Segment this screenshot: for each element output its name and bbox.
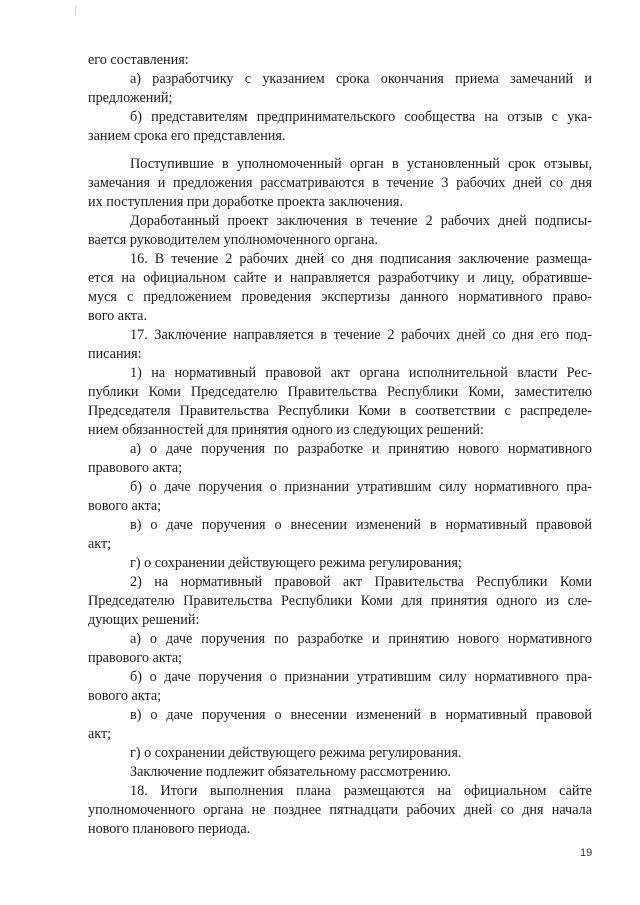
text-line: Доработанный проект заключения в течение 2 рабочих дней подписы- — [130, 213, 592, 229]
text-line: б) о даче поручения о признании утратившим силу нормативного пра- — [130, 669, 592, 685]
scan-artifact — [75, 6, 76, 16]
text-line: акт; — [88, 726, 112, 742]
text-line: акт; — [88, 536, 112, 552]
text-line: 1) на нормативный правовой акт органа исполнительной власти Рес- — [130, 365, 592, 381]
text-line: 2) на нормативный правовой акт Правительства Республики Коми — [130, 574, 592, 590]
text-line: правового акта; — [88, 460, 183, 476]
text-line: Поступившие в уполномоченный орган в установленный срок отзывы, — [130, 156, 592, 172]
text-line: их поступления при доработке проекта заключения. — [88, 194, 403, 210]
text-line: публики Коми Председателю Правительства Республики Коми, заместителю — [88, 384, 592, 400]
text-line: нового планового периода. — [88, 821, 251, 837]
text-line: Заключение подлежит обязательному рассмотрению. — [130, 764, 451, 780]
text-line: Председателю Правительства Республики Коми для принятия одного из сле- — [88, 593, 592, 609]
text-line: в) о даче поручения о внесении изменений в нормативный правовой — [130, 517, 592, 533]
document-body — [88, 51, 592, 839]
text-line: 17. Заключение направляется в течение 2 рабочих дней со дня его под- — [130, 327, 592, 343]
text-line: вового акта; — [88, 688, 162, 704]
text-line: муся с предложением проведения экспертизы данного нормативного право- — [88, 289, 592, 305]
text-line: в) о даче поручения о внесении изменений в нормативный правовой — [130, 707, 592, 723]
text-line: а) о даче поручения по разработке и принятию нового нормативного — [130, 631, 592, 647]
text-line: вого акта. — [88, 308, 148, 324]
text-line: г) о сохранении действующего режима регулирования. — [130, 745, 462, 761]
text-line: замечания и предложения рассматриваются в течение 3 рабочих дней со дня — [88, 175, 592, 191]
text-line: дующих решений: — [88, 612, 200, 628]
paragraph-gap — [88, 146, 592, 155]
text-line: занием срока его представления. — [88, 128, 286, 144]
text-line: а) о даче поручения по разработке и принятию нового нормативного — [130, 441, 592, 457]
page-number: 19 — [580, 847, 593, 859]
text-line: правового акта; — [88, 650, 183, 666]
text-line: нием обязанностей для принятия одного из следующих решений: — [88, 422, 484, 438]
text-line: б) представителям предпринимательского сообщества на отзыв с ука- — [130, 109, 592, 125]
text-line: а) разработчику с указанием срока окончания приема замечаний и — [130, 71, 592, 87]
text-line: 18. Итоги выполнения плана размещаются на официальном сайте — [130, 783, 592, 799]
text-line: г) о сохранении действующего режима регулирования; — [130, 555, 462, 571]
text-line: его составления: — [88, 52, 189, 68]
text-line: предложений; — [88, 90, 173, 106]
text-line: вового акта; — [88, 498, 162, 514]
text-line: б) о даче поручения о признании утратившим силу нормативного пра- — [130, 479, 592, 495]
text-line: писания: — [88, 346, 142, 362]
text-line: вается руководителем уполномоченного органа. — [88, 232, 378, 248]
text-line: уполномоченного органа не позднее пятнадцати рабочих дней со дня начала — [88, 802, 592, 818]
text-line: Председателя Правительства Республики Коми в соответствии с распределе- — [88, 403, 592, 419]
text-line: ется на официальном сайте и направляется разработчику и лицу, обративше- — [88, 270, 592, 286]
text-line: 16. В течение 2 рабочих дней со дня подписания заключение размеща- — [130, 251, 592, 267]
